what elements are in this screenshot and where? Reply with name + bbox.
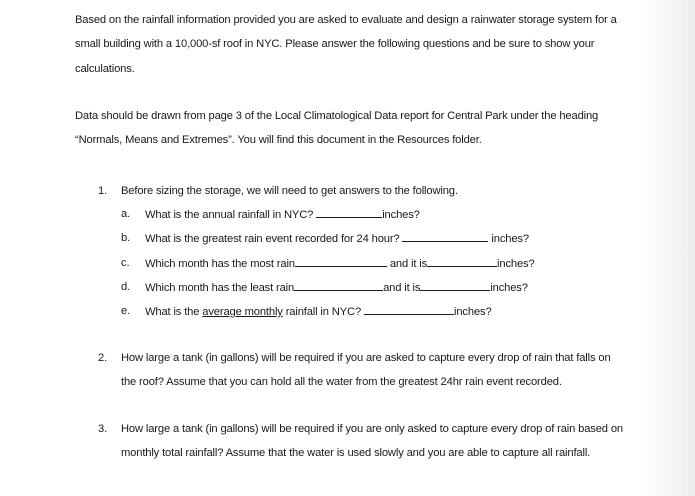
q1d-month-blank[interactable] (294, 281, 383, 291)
q2-number: 2. (98, 352, 108, 364)
q1d-row (145, 281, 528, 294)
q3-number: 3. (98, 423, 108, 435)
q1c-row (145, 257, 535, 270)
q1e-answer-blank[interactable] (364, 305, 454, 315)
q1-text: Before sizing the storage, we will need to get answers to the following. (121, 185, 458, 197)
intro-line-2: small building with a 10,000-sf roof in NYC. Please answer the following questions and be sure to show your (75, 38, 595, 50)
q1e-underlined: average monthly (202, 306, 283, 318)
q1d-mid: and it is (383, 282, 421, 294)
q1e-letter: e. (121, 305, 131, 317)
q1d-unit: inches? (490, 282, 528, 294)
data-note-line-1: Data should be drawn from page 3 of the Local Climatological Data report for Central Park under the heading (75, 110, 599, 122)
q1a-text: What is the annual rainfall in NYC? (145, 209, 314, 221)
q1c-unit: inches? (497, 258, 535, 270)
q1c-mid: and it is (389, 258, 428, 270)
q1e-row (145, 305, 492, 318)
q3-line-2: monthly total rainfall? Assume that the water is used slowly and you are able to capture all rainfall. (121, 447, 591, 459)
q1b-unit: inches? (491, 233, 529, 245)
intro-line-1: Based on the rainfall information provided you are asked to evaluate and design a rainwater storage system for a (75, 14, 617, 26)
intro-line-3: calculations. (75, 63, 135, 75)
q1b-answer-blank[interactable] (402, 232, 488, 242)
q1b-letter: b. (121, 232, 131, 244)
q1b-text: What is the greatest rain event recorded for 24 hour? (145, 233, 400, 245)
q1a-letter: a. (121, 208, 131, 220)
q1c-letter: c. (121, 257, 130, 269)
q1-number: 1. (98, 185, 108, 197)
q1a-unit: inches? (382, 209, 420, 221)
q1e-unit: inches? (454, 306, 492, 318)
data-note-line-2: “Normals, Means and Extremes”. You will find this document in the Resources folder. (75, 134, 482, 146)
q3-line-1: How large a tank (in gallons) will be required if you are only asked to capture every drop of rain based on (121, 423, 623, 435)
q1d-text: Which month has the least rain (145, 282, 295, 294)
q1a-row (145, 208, 420, 221)
q1c-amount-blank[interactable] (427, 257, 497, 267)
q1e-pre: What is the (145, 306, 200, 318)
q1a-answer-blank[interactable] (316, 208, 382, 218)
q1c-text: Which month has the most rain (145, 258, 295, 270)
q1b-row (145, 232, 529, 245)
q2-line-2: the roof? Assume that you can hold all the water from the greatest 24hr rain event recorded. (121, 376, 562, 388)
q1c-month-blank[interactable] (295, 257, 387, 267)
q2-line-1: How large a tank (in gallons) will be required if you are asked to capture every drop of rain that falls on (121, 352, 611, 364)
q1e-post: rainfall in NYC? (285, 306, 362, 318)
q1d-letter: d. (121, 281, 131, 293)
q1d-amount-blank[interactable] (420, 281, 490, 291)
